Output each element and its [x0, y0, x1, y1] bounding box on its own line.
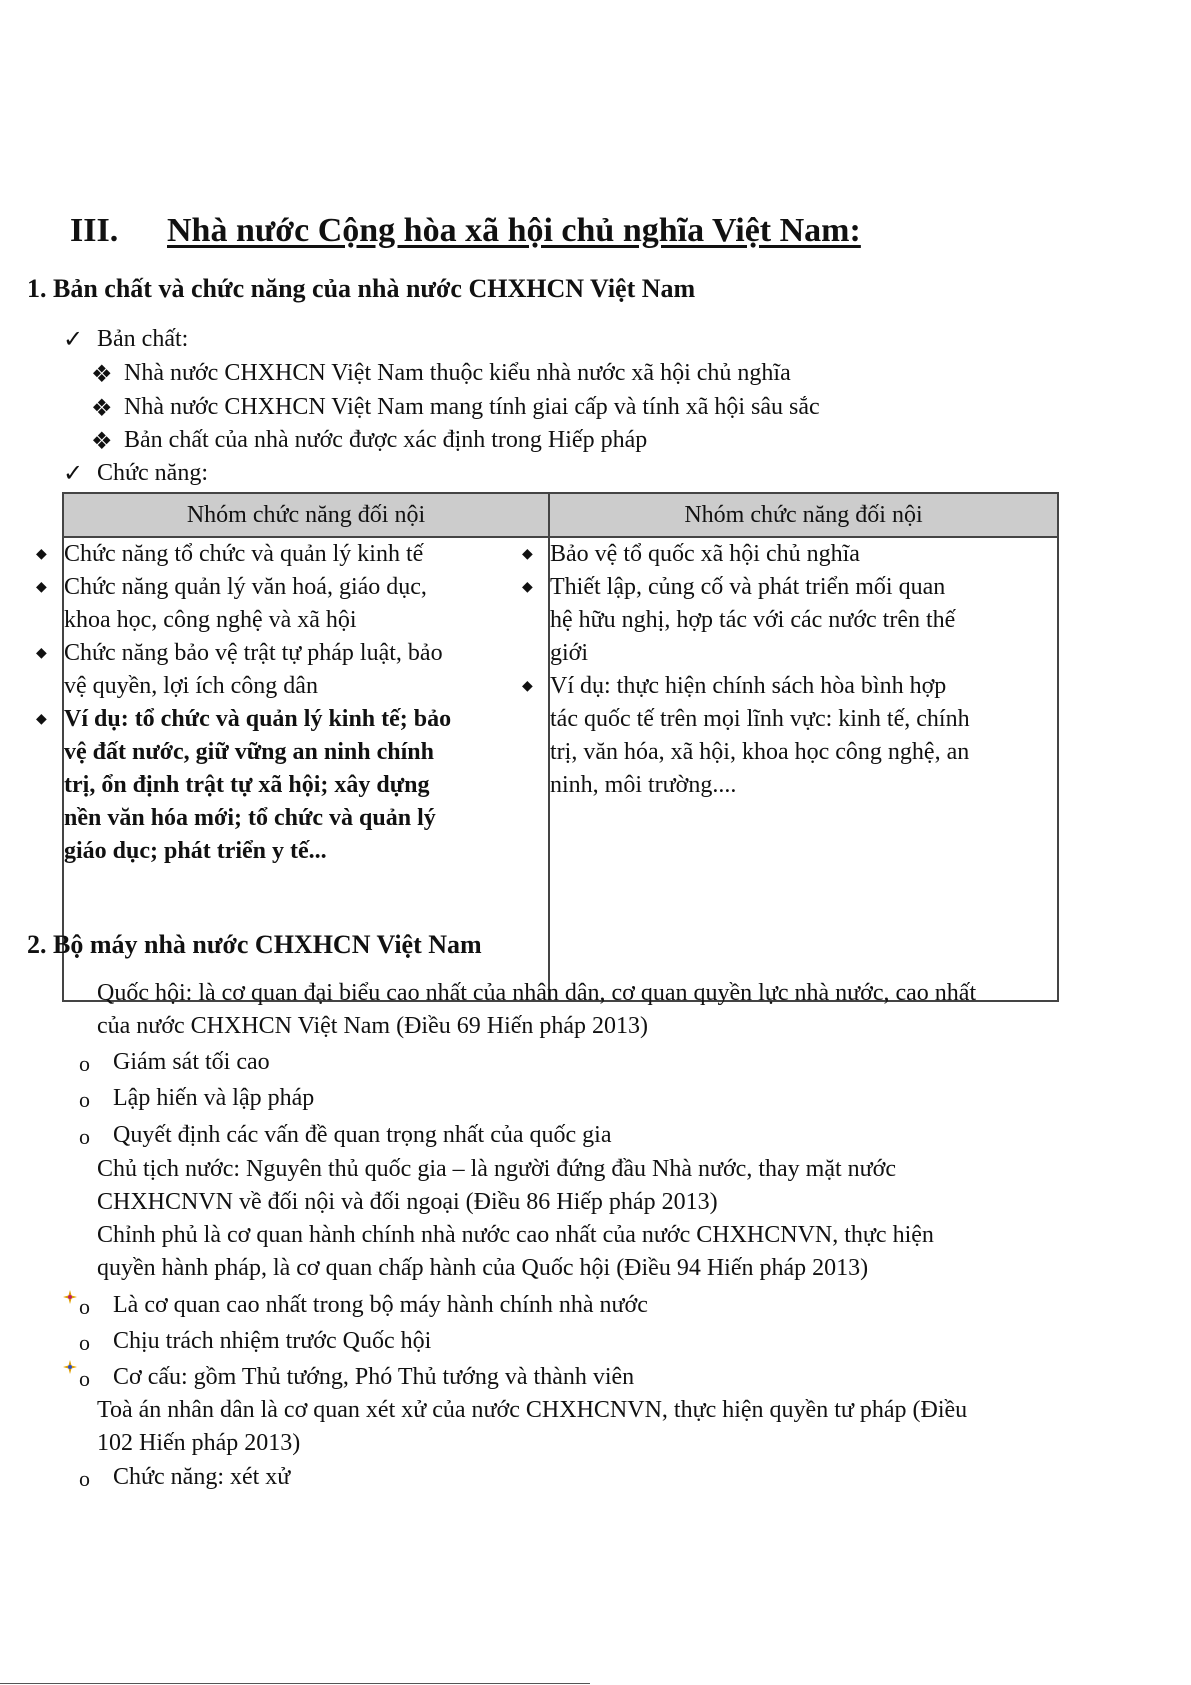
- nature-check-icon: ✓: [63, 327, 84, 353]
- government-line-2: quyền hành pháp, là cơ quan chấp hành của Quốc hội (Điều 94 Hiến pháp 2013): [97, 1255, 869, 1281]
- circle-bullet-icon: o: [79, 1124, 90, 1149]
- diamond-bullet-icon: ◆: [36, 646, 47, 661]
- gov-item-1: Là cơ quan cao nhất trong bộ máy hành chính nhà nước: [113, 1292, 648, 1318]
- section-title: Nhà nước Cộng hòa xã hội chủ nghĩa Việt Nam:: [167, 212, 861, 249]
- court-line-2: 102 Hiến pháp 2013): [97, 1430, 301, 1456]
- table-list-item: ◆ Ví dụ: tổ chức và quản lý kinh tế; bảo vệ đất nước, giữ vững an ninh chính trị, ổn định trật tự xã hội; xây dựng nền văn hóa mới; tổ chức và quản lý giáo dục; phát triển y tế...: [64, 703, 464, 868]
- function-check-icon: ✓: [63, 461, 84, 487]
- circle-bullet-icon: o: [79, 1294, 90, 1319]
- diamond-bullet-icon: ◆: [522, 679, 533, 694]
- part2-title: 2. Bộ máy nhà nước CHXHCN Việt Nam: [27, 930, 482, 959]
- president-line-2: CHXHCNVN về đối nội và đối ngoại (Điều 86 Hiếp pháp 2013): [97, 1189, 718, 1215]
- table-list-item: ◆ Thiết lập, củng cố và phát triển mối quan hệ hữu nghị, hợp tác với các nước trên thế giới: [550, 571, 970, 670]
- diamond-bullet-icon: ◆: [36, 547, 47, 562]
- section-heading: [70, 212, 861, 250]
- na-item-2: Lập hiến và lập pháp: [113, 1085, 315, 1111]
- circle-bullet-icon: o: [79, 1051, 90, 1076]
- diamond-bullet-icon: ◆: [36, 580, 47, 595]
- diamond-bullet-icon: ◆: [522, 547, 533, 562]
- na-item-3: Quyết định các vấn đề quan trọng nhất của quốc gia: [113, 1122, 612, 1148]
- diamond-bullet-icon: ◆: [522, 580, 533, 595]
- function-label: Chức năng:: [97, 460, 208, 486]
- na-item-1: Giám sát tối cao: [113, 1049, 270, 1075]
- gov-item-3: Cơ cấu: gồm Thủ tướng, Phó Thủ tướng và thành viên: [113, 1364, 635, 1390]
- nature-label: Bản chất:: [97, 326, 189, 352]
- table-header-left: Nhóm chức năng đối nội: [63, 493, 549, 537]
- sparkle-icon: [63, 1360, 77, 1374]
- table-list-item: ◆ Ví dụ: thực hiện chính sách hòa bình hợp tác quốc tế trên mọi lĩnh vực: kinh tế, chính trị, văn hóa, xã hội, khoa học công nghệ, an ninh, môi trường....: [550, 670, 970, 802]
- part1-title: 1. Bản chất và chức năng của nhà nước CHXHCN Việt Nam: [27, 274, 696, 303]
- court-item-1: Chức năng: xét xử: [113, 1464, 291, 1490]
- nature-bullet-icon: ❖: [91, 362, 113, 388]
- government-line-1: Chỉnh phủ là cơ quan hành chính nhà nước cao nhất của nước CHXHCNVN, thực hiện: [97, 1222, 934, 1248]
- circle-bullet-icon: o: [79, 1366, 90, 1391]
- nature-item-1: Nhà nước CHXHCN Việt Nam thuộc kiểu nhà nước xã hội chủ nghĩa: [124, 360, 791, 386]
- footer-divider: [0, 1683, 590, 1684]
- table-list-item: ◆ Chức năng tổ chức và quản lý kinh tế: [64, 538, 548, 571]
- circle-bullet-icon: o: [79, 1466, 90, 1491]
- president-line-1: Chủ tịch nước: Nguyên thủ quốc gia – là người đứng đầu Nhà nước, thay mặt nước: [97, 1156, 896, 1182]
- circle-bullet-icon: o: [79, 1087, 90, 1112]
- table-cell-right: [522, 537, 1058, 1001]
- gov-item-2: Chịu trách nhiệm trước Quốc hội: [113, 1328, 432, 1354]
- nature-bullet-icon: ❖: [91, 429, 113, 455]
- section-number: III.: [70, 212, 119, 249]
- table-list-item: ◆ Bảo vệ tổ quốc xã hội chủ nghĩa: [550, 538, 1057, 571]
- court-line-1: Toà án nhân dân là cơ quan xét xử của nước CHXHCNVN, thực hiện quyền tư pháp (Điều: [97, 1397, 968, 1423]
- nature-item-2: Nhà nước CHXHCN Việt Nam mang tính giai cấp và tính xã hội sâu sắc: [124, 394, 820, 420]
- table-header-right: Nhóm chức năng đối nội: [549, 493, 1058, 537]
- diamond-bullet-icon: ◆: [36, 712, 47, 727]
- table-list-item: ◆ Chức năng quản lý văn hoá, giáo dục, khoa học, công nghệ và xã hội: [64, 571, 464, 637]
- nature-bullet-icon: ❖: [91, 396, 113, 422]
- nature-item-3: Bản chất của nhà nước được xác định trong Hiếp pháp: [124, 427, 648, 453]
- national-assembly-line-1: Quốc hội: là cơ quan đại biểu cao nhất của nhân dân, cơ quan quyền lực nhà nước, cao nhất: [97, 980, 977, 1006]
- circle-bullet-icon: o: [79, 1330, 90, 1355]
- functions-table: [36, 492, 1059, 1002]
- table-list-item: ◆ Chức năng bảo vệ trật tự pháp luật, bảo vệ quyền, lợi ích công dân: [64, 637, 454, 703]
- national-assembly-line-2: của nước CHXHCN Việt Nam (Điều 69 Hiến pháp 2013): [97, 1013, 649, 1039]
- sparkle-icon: [63, 1290, 77, 1304]
